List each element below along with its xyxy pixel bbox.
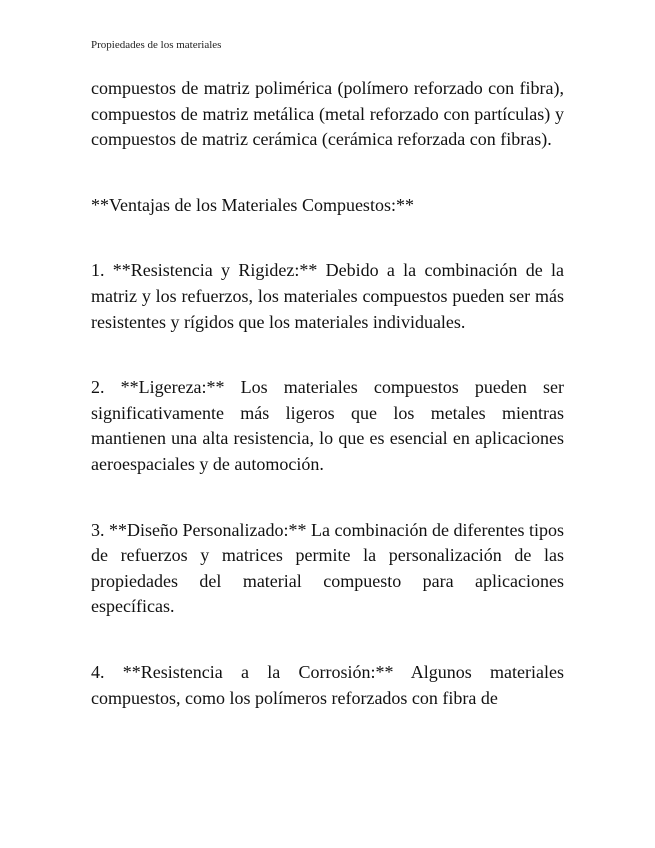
list-item: 1. **Resistencia y Rigidez:** Debido a la combinación de la matriz y los refuerzos, los materiales compuestos pueden ser más resistentes y rígidos que los materiales individuales. xyxy=(91,260,564,332)
list-item: 4. **Resistencia a la Corrosión:** Algunos materiales compuestos, como los polímeros reforzados con fibra de xyxy=(91,661,564,708)
running-header: Propiedades de los materiales xyxy=(91,39,222,51)
list-item: 3. **Diseño Personalizado:** La combinación de diferentes tipos de refuerzos y matrices permite la personalización de las propiedades del material compuesto para aplicaciones específicas. xyxy=(91,519,564,617)
intro-continuation-paragraph: compuestos de matriz polimérica (polímero reforzado con fibra), compuestos de matriz metálica (metal reforzado con partículas) y compuestos de matriz cerámica (cerámica reforzada con fibras). xyxy=(91,78,564,150)
body-text xyxy=(91,76,564,711)
section-heading: **Ventajas de los Materiales Compuestos:** xyxy=(91,194,414,215)
list-item: 2. **Ligereza:** Los materiales compuestos pueden ser significativamente más ligeros que los metales mientras mantienen una alta resistencia, lo que es esencial en aplicaciones aeroespaciales y de automoción. xyxy=(91,377,564,474)
